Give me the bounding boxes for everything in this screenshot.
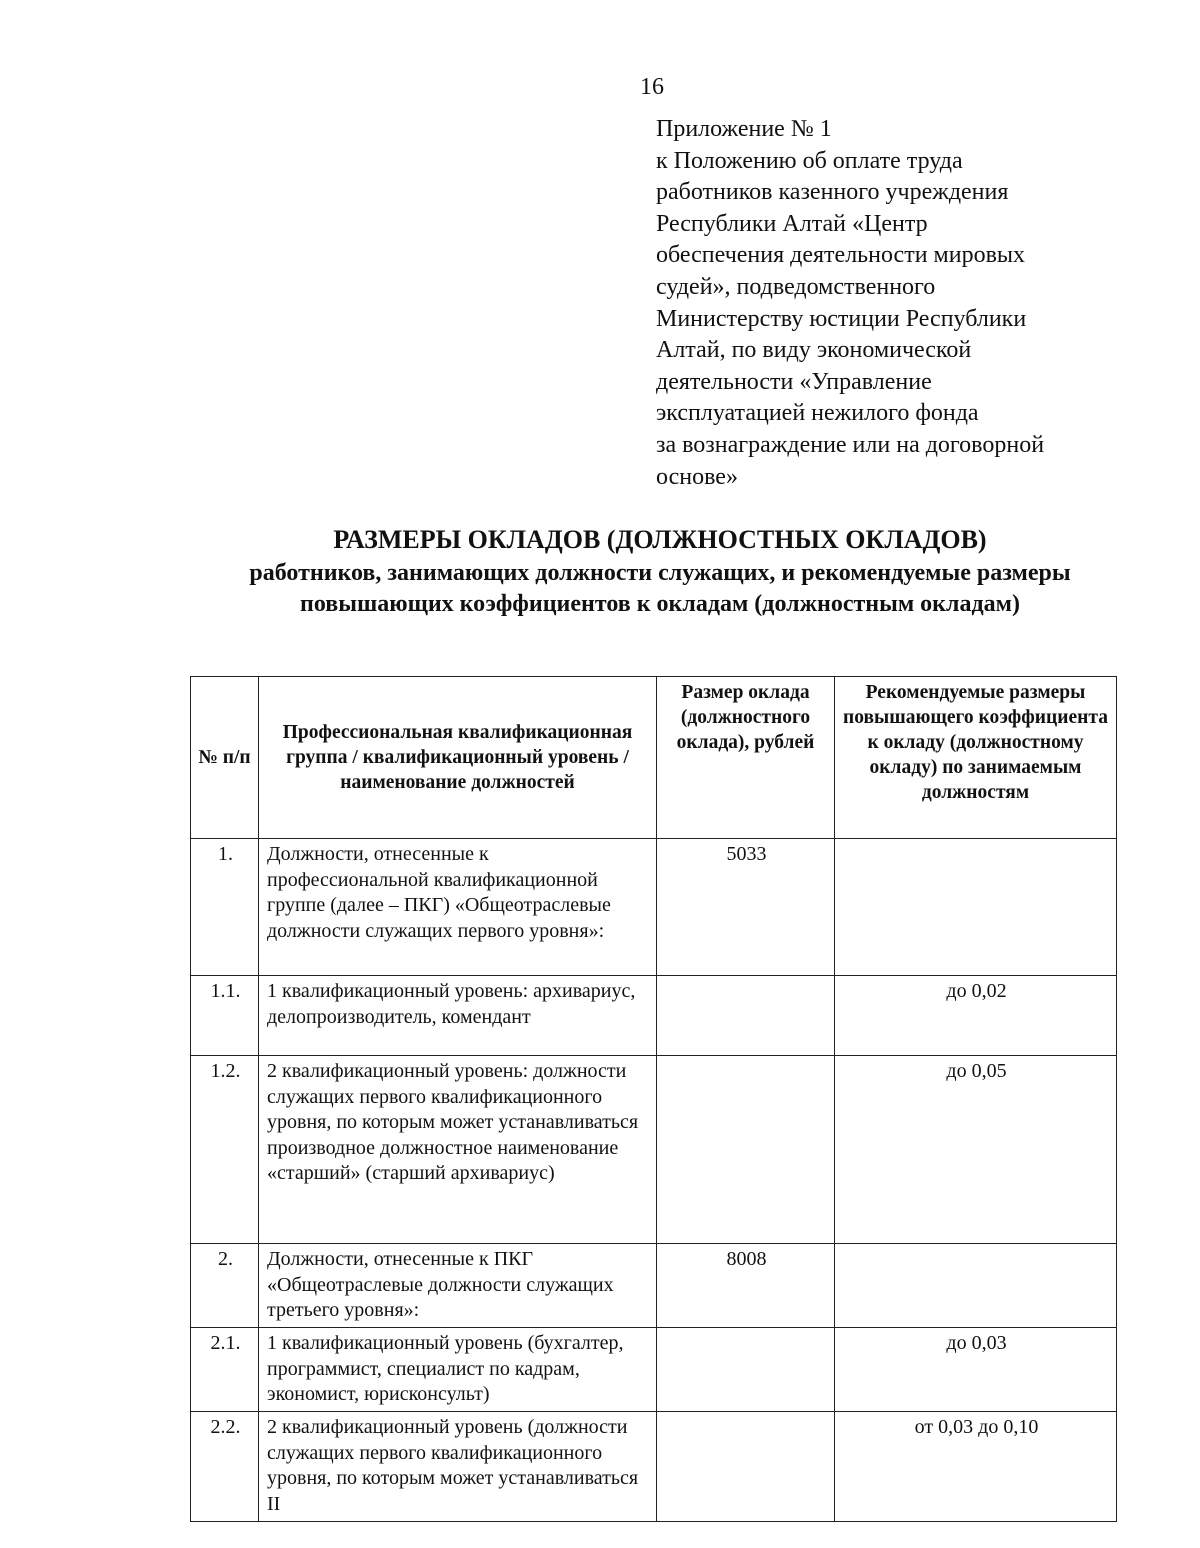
header-size: Размер оклада (должностного оклада), рублей (657, 677, 835, 839)
row-size: 5033 (657, 839, 835, 976)
row-coef (835, 839, 1117, 976)
title-main: РАЗМЕРЫ ОКЛАДОВ (ДОЛЖНОСТНЫХ ОКЛАДОВ) (333, 525, 987, 554)
row-num: 1.2. (191, 1056, 259, 1244)
row-name: 1 квалификационный уровень: архивариус, делопроизводитель, комендант (259, 976, 657, 1056)
row-size (657, 1056, 835, 1244)
row-name: Должности, отнесенные к профессиональной квалификационной группе (далее – ПКГ) «Общеотраслевые должности служащих первого уровня»: (259, 839, 657, 976)
row-num: 1.1. (191, 976, 259, 1056)
row-num: 2.1. (191, 1328, 259, 1412)
page-number: 16 (640, 74, 664, 100)
title-sub-line-1: работников, занимающих должности служащих, и рекомендуемые размеры (249, 560, 1071, 586)
salary-table (190, 676, 1117, 1522)
row-size (657, 1412, 835, 1522)
appendix-line: деятельности «Управление (656, 368, 932, 395)
table-row (191, 976, 1117, 1056)
row-name: Должности, отнесенные к ПКГ «Общеотраслевые должности служащих третьего уровня»: (259, 1244, 657, 1328)
appendix-line: основе» (656, 463, 738, 490)
table-row (191, 1328, 1117, 1412)
table-row (191, 839, 1117, 976)
table-header-row (191, 677, 1117, 839)
appendix-note (656, 114, 1156, 493)
appendix-line: за вознаграждение или на договорной (656, 431, 1045, 458)
appendix-line: обеспечения деятельности мировых (656, 242, 1026, 269)
row-coef: от 0,03 до 0,10 (835, 1412, 1117, 1522)
title-sub-line-2: повышающих коэффициентов к окладам (должностным окладам) (300, 591, 1020, 617)
appendix-line: работников казенного учреждения (656, 179, 1009, 206)
row-size: 8008 (657, 1244, 835, 1328)
row-name: 1 квалификационный уровень (бухгалтер, программист, специалист по кадрам, экономист, юрисконсульт) (259, 1328, 657, 1412)
appendix-line: Алтай, по виду экономической (656, 337, 972, 364)
header-name: Профессиональная квалификационная группа / квалификационный уровень / наименование должностей (259, 677, 657, 839)
appendix-line: эксплуатацией нежилого фонда (656, 400, 979, 427)
row-size (657, 976, 835, 1056)
appendix-line: Приложение № 1 (656, 116, 832, 142)
row-num: 1. (191, 839, 259, 976)
row-coef: до 0,05 (835, 1056, 1117, 1244)
header-num: № п/п (191, 677, 259, 839)
table-row (191, 1056, 1117, 1244)
table-row (191, 1412, 1117, 1522)
row-coef: до 0,03 (835, 1328, 1117, 1412)
table-row (191, 1244, 1117, 1328)
row-size (657, 1328, 835, 1412)
appendix-line: Министерству юстиции Республики (656, 305, 1027, 332)
header-coef: Рекомендуемые размеры повышающего коэффициента к окладу (должностному окладу) по занимаемым должностям (835, 677, 1117, 839)
appendix-line: к Положению об оплате труда (656, 147, 963, 174)
appendix-line: судей», подведомственного (656, 273, 936, 300)
row-coef: до 0,02 (835, 976, 1117, 1056)
row-coef (835, 1244, 1117, 1328)
row-name: 2 квалификационный уровень: должности служащих первого квалификационного уровня, по которым может устанавливаться производное должностное наименование «старший» (старший архивариус) (259, 1056, 657, 1244)
row-num: 2.2. (191, 1412, 259, 1522)
row-name: 2 квалификационный уровень (должности служащих первого квалификационного уровня, по которым может устанавливаться II (259, 1412, 657, 1522)
row-num: 2. (191, 1244, 259, 1328)
document-title (150, 522, 1170, 620)
appendix-line: Республики Алтай «Центр (656, 210, 928, 237)
